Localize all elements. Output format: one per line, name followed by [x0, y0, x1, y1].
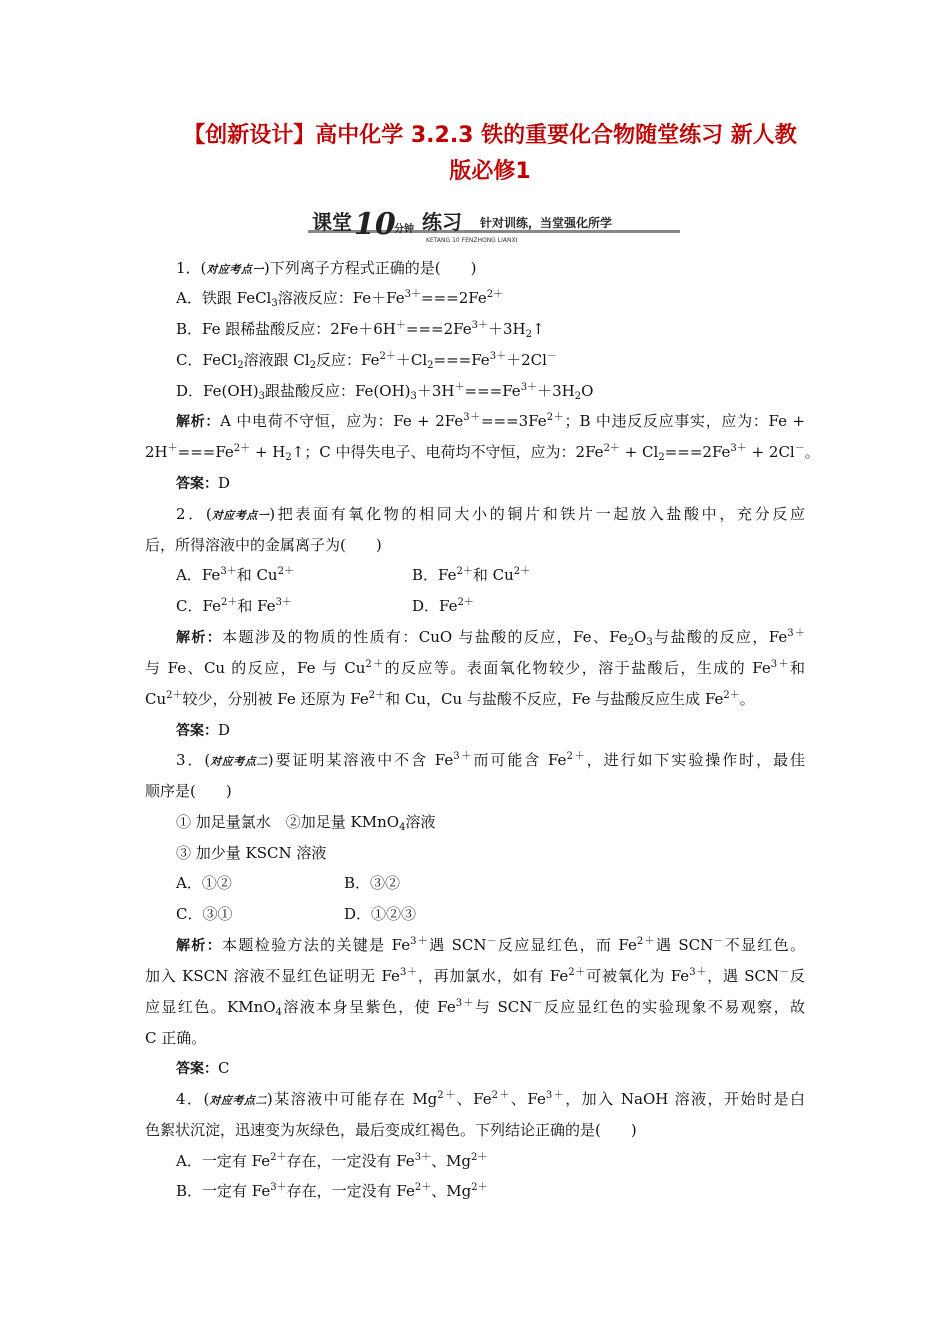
title-line-1: 【创新设计】高中化学 3.2.3 铁的重要化合物随堂练习 新人教 — [183, 123, 797, 148]
q2-answer-label: 答案： — [176, 723, 218, 739]
q4-stem-line-1: 4．(对应考点二)某溶液中可能存在 $Mg^{2+}$、$Fe^{2+}$、$Fe^{3+}$，加入 NaOH 溶液，开始时是白 — [176, 1089, 805, 1111]
q1-tag: 对应考点一 — [206, 263, 264, 276]
q2-answer — [176, 720, 836, 741]
q1-stem: 1．(对应考点一)下列离子方程式正确的是( ) — [176, 258, 836, 280]
q2-analysis-line-1: 解析：本题涉及的物质的性质有：CuO 与盐酸的反应，Fe、$Fe_2O_3$与盐酸的反应，$Fe^{3+}$ — [176, 628, 805, 648]
q2-stem-line-1: 2．(对应考点一)把表面有氧化物的相同大小的铜片和铁片一起放入盐酸中，充分反应 — [176, 504, 805, 526]
q2-answer-value: D — [218, 721, 231, 739]
q1-answer — [176, 473, 836, 494]
q3-options-row-2: C．③① D．①②③ — [176, 905, 417, 923]
q1-answer-value: D — [218, 474, 231, 492]
banner-unit: 分钟 — [394, 224, 414, 235]
q3-operations-line-2: ③ 加少量 KSCN 溶液 — [176, 844, 327, 862]
q1-analysis-label: 解析： — [176, 414, 221, 430]
q1-option-d: D．$Fe(OH)_3$跟盐酸反应：$Fe(OH)_3+3H^+===Fe^{3+}+3H_2O$ — [176, 382, 594, 402]
q1-option-c: C．FeCl$_2$溶液跟 $Cl_2$反应：$Fe^{2+}+Cl_2===Fe^{3+}+2Cl^-$ — [176, 351, 557, 371]
banner-practice: 练习 — [422, 210, 462, 234]
q1-option-b: B．Fe 跟稀盐酸反应：$2Fe+6H^+===2Fe^{3+}+3H_2↑$ — [176, 320, 545, 340]
q3-stem-line-1: 3．(对应考点二)要证明某溶液中不含 $Fe^{3+}$而可能含 $Fe^{2+}$，进行如下实验操作时，最佳 — [176, 750, 805, 772]
q3-analysis-line-1: 解析：本题检验方法的关键是 $Fe^{3+}$遇 SCN－反应显红色，而 $Fe^{2+}$遇 SCN－不显红色。 — [176, 936, 805, 954]
q1-option-a: A．铁跟 FeCl$_3$溶液反应：$Fe+Fe^{3+}===2Fe^{2+}$ — [176, 289, 504, 309]
q3-answer-value: C — [218, 1059, 230, 1077]
banner-pinyin: KETANG 10 FENZHONG LIANXI — [426, 237, 518, 244]
page-title — [170, 118, 810, 190]
banner-main-text: 课堂 — [312, 210, 352, 234]
banner-slogan: 针对训练，当堂强化所学 — [480, 216, 613, 230]
q3-analysis-line-4: C 正确。 — [145, 1029, 207, 1047]
q3-analysis-line-3: 应显红色。KMnO$_4$溶液本身呈紫色，使 $Fe^{3+}$与 SCN－反应显红色的实验现象不易观察，故 — [145, 998, 805, 1018]
q4-option-b: B．一定有 $Fe^{3+}$存在，一定没有 $Fe^{2+}$、$Mg^{2+}$ — [176, 1182, 488, 1200]
q1-analysis-line-2: $2H^+===Fe^{2+}$ + $H_2↑$；C 中得失电子、电荷均不守恒，应为：$2Fe^{2+} + Cl_2===2Fe^{3+} + 2Cl^-$。 — [145, 443, 820, 463]
q3-answer-label: 答案： — [176, 1061, 218, 1077]
banner-number: 10 — [354, 207, 396, 242]
q3-analysis-label: 解析： — [176, 938, 223, 954]
q2-tag: 对应考点一 — [211, 509, 270, 522]
q1-answer-label: 答案： — [176, 476, 218, 492]
q3-tag: 对应考点二 — [210, 755, 268, 768]
q2-analysis-line-3: $Cu^{2+}$较少，分别被 Fe 还原为 $Fe^{2+}$和 Cu，Cu 与盐酸不反应，Fe 与盐酸反应生成 $Fe^{2+}$。 — [145, 690, 755, 708]
q4-stem-line-2: 色絮状沉淀，迅速变为灰绿色，最后变成红褐色。下列结论正确的是( ) — [145, 1121, 637, 1139]
q3-options-row-1: A．①② B．③② — [176, 874, 401, 892]
q4-option-a: A．一定有 $Fe^{2+}$存在，一定没有 $Fe^{3+}$、$Mg^{2+}$ — [176, 1152, 488, 1170]
q2-options-row-2: C．$Fe^{2+}$和 $Fe^{3+}$ D．$Fe^{2+}$ — [176, 597, 474, 615]
q3-answer — [176, 1058, 836, 1079]
section-banner — [308, 206, 680, 244]
q2-options-row-1: A．$Fe^{3+}$和 $Cu^{2+}$ B．$Fe^{2+}$和 $Cu^{2+}$ — [176, 566, 531, 584]
q3-operations-line-1: ① 加足量氯水 ②加足量 KMnO$_4$溶液 — [176, 813, 436, 833]
title-line-2: 版必修1 — [449, 159, 531, 184]
q2-stem-line-2: 后，所得溶液中的金属离子为( ) — [145, 536, 382, 554]
q2-analysis-label: 解析： — [176, 630, 223, 646]
q1-analysis-line-1: 解析：A 中电荷不守恒，应为：$Fe + 2Fe^{3+}===3Fe^{2+}$；B 中违反反应事实，应为：Fe + — [176, 412, 805, 430]
q4-tag: 对应考点二 — [209, 1094, 267, 1107]
q3-stem-line-2: 顺序是( ) — [145, 782, 232, 800]
q2-analysis-line-2: 与 Fe、Cu 的反应，Fe 与 $Cu^{2+}$的反应等。表面氧化物较少，溶于盐酸后，生成的 $Fe^{3+}$和 — [145, 659, 805, 677]
q3-analysis-line-2: 加入 KSCN 溶液不显红色证明无 $Fe^{3+}$，再加氯水，如有 $Fe^{2+}$可被氧化为 $Fe^{3+}$，遇 SCN－反 — [145, 967, 805, 985]
